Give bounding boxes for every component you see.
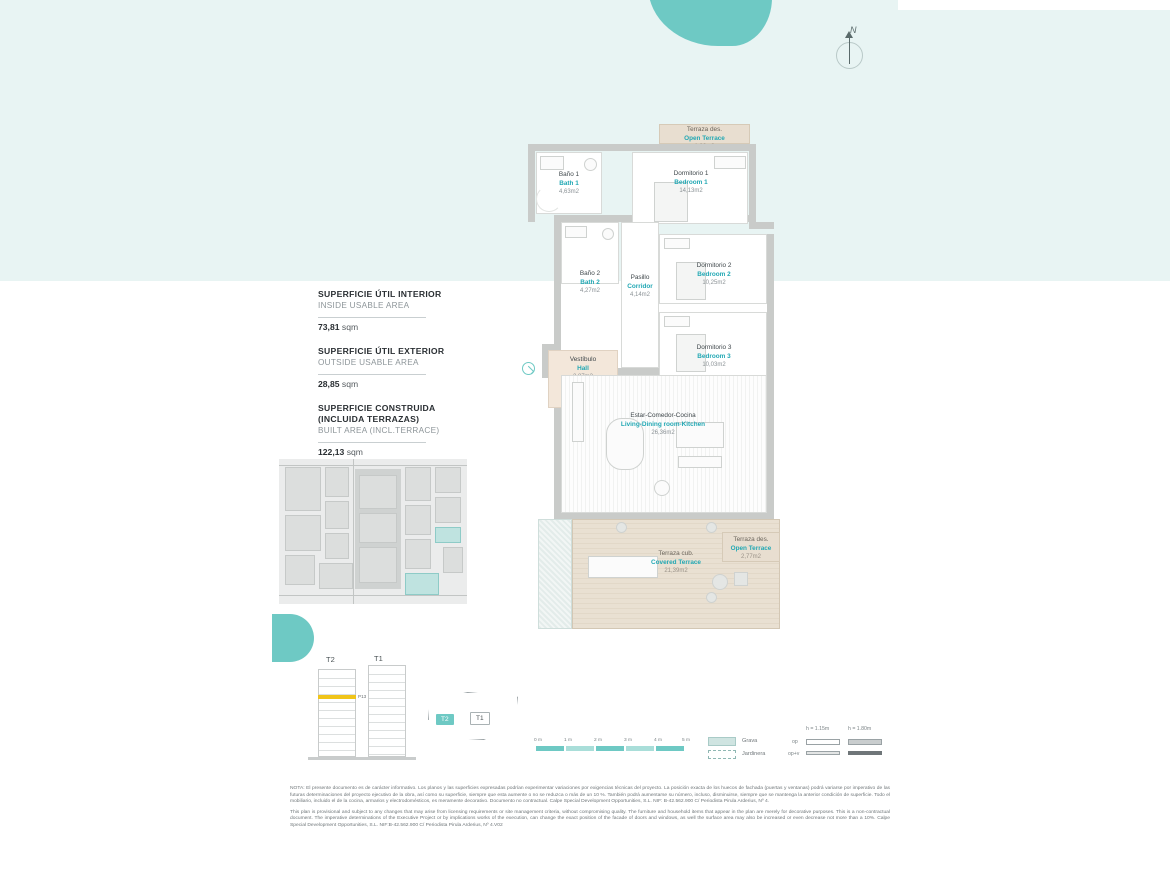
key-plan xyxy=(279,459,467,604)
legend-swatch-gravel xyxy=(708,737,736,746)
furniture-outdoor-stool xyxy=(734,572,748,586)
room-label-es: Terraza des. xyxy=(733,536,769,543)
room-label-en: Bedroom 2 xyxy=(697,270,731,278)
legend-railing-heights xyxy=(788,726,890,760)
room-label-sqm: 4,63m2 xyxy=(558,189,579,195)
room-label-sqm: 14,13m2 xyxy=(679,188,703,194)
room-label-sqm: 4,27m2 xyxy=(579,288,600,294)
scale-bar xyxy=(534,738,694,756)
tower-t1 xyxy=(368,665,406,757)
area-value: 28,85 xyxy=(318,379,340,389)
legend-height-code-1: op xyxy=(792,739,798,745)
area-title-es: SUPERFICIE ÚTIL INTERIOR xyxy=(318,289,442,299)
room-label-en: Hall xyxy=(577,364,589,372)
area-title-en: INSIDE USABLE AREA xyxy=(318,301,410,310)
north-label: N xyxy=(850,25,857,35)
area-title-en: OUTSIDE USABLE AREA xyxy=(318,358,419,367)
room-label-en: Open Terrace xyxy=(730,544,772,552)
room-label-en: Living-Dining room-Kitchen xyxy=(620,420,706,428)
planter-garden-strip xyxy=(538,519,572,629)
tower-highlight-label: P13 xyxy=(358,694,367,699)
entrance-marker-icon xyxy=(522,362,535,375)
area-value-row xyxy=(318,442,426,457)
area-value-row xyxy=(318,317,426,332)
site-chip-t2: T2 xyxy=(436,714,454,725)
footnote-en: This plan is provisional and subject to any changes that may arise from licensing requirements or site management criteria, without compromising quality. The furniture and household items that appear in the plan are merely for decorative purposes. This is a non-contractual document. The imperative determinations of the Executive Project or by implications works of the execution, can change the exact position of the facade of doors and windows, as well the surface area may also be increased or even decrease not more than a 10%. Calpe Special Development Opportunities, S.L. NIF:B-42.562.900 C/ Periodista Pirula Arderius, Nº 4.V02 xyxy=(290,809,890,828)
legend-height-label-1: h = 1.15m xyxy=(806,726,830,732)
room-label-en: Bedroom 1 xyxy=(674,178,708,186)
label-corridor xyxy=(621,274,659,300)
furniture-toilet xyxy=(602,228,614,240)
area-title-en: BUILT AREA (INCL.TERRACE) xyxy=(318,426,440,435)
room-label-en: Bath 2 xyxy=(580,278,600,286)
furniture-tv-unit xyxy=(678,456,722,468)
tower-label-t1: T1 xyxy=(374,654,383,663)
label-covered-terrace xyxy=(626,550,726,576)
label-bedroom-3 xyxy=(674,344,754,370)
room-label-sqm: 21,39m2 xyxy=(664,568,688,574)
room-label-en: Bath 1 xyxy=(559,179,579,187)
label-open-terrace-right xyxy=(722,536,780,562)
tower-diagram xyxy=(300,655,430,765)
scale-tick: 4 m xyxy=(654,738,662,743)
room-label-sqm: 2,77m2 xyxy=(740,554,761,560)
area-summary xyxy=(318,289,478,471)
label-bath-2 xyxy=(561,270,619,296)
furniture-side-table xyxy=(654,480,670,496)
label-bedroom-1 xyxy=(650,170,732,196)
room-label-es: Terraza des. xyxy=(686,126,723,133)
legend-swatch-planter xyxy=(708,750,736,759)
legend-label-gravel: Grava xyxy=(742,738,758,744)
scale-tick: 3 m xyxy=(624,738,632,743)
room-label-es: Dormitorio 2 xyxy=(696,262,732,269)
room-label-es: Pasillo xyxy=(630,274,650,281)
site-shape-diagram xyxy=(428,692,518,740)
room-label-en: Open Terrace xyxy=(684,134,725,142)
legend-height-label-2: h = 1.80m xyxy=(848,726,872,732)
label-bath-1 xyxy=(538,171,600,197)
area-value: 122,13 xyxy=(318,447,345,457)
furniture-wardrobe xyxy=(664,238,690,249)
footnote-es: NOTA: El presente documento es de carácter informativo. Los planos y las superficies expresadas podrían experimentar variaciones por exigencias técnicas del proyecto. La posición exacta de los huecos de fachada (puertas y ventanas) podrá variarse por imperativo de las futuras determinaciones del proyecto ejecutivo de la obra, así como su superficie, siempre que esta aumente o no se reduzca o más de un 10 %. También podrá aumentarse su número, incluso, disminuirse, siempre que se mantenga la anterior condición de superficie. Todo el mobiliario, incluido el de la cocina, armarios y electrodomésticos, es meramente decorativo. Documento no contractual. Calpe Special Development Opportunities, S.L. NIF: B-42.562.900 C/ Periodista Pirula Arderius, Nº 4. xyxy=(290,786,890,805)
floor-plan xyxy=(528,122,786,632)
area-unit: sqm xyxy=(341,322,359,332)
furniture-outdoor-stool xyxy=(712,574,728,590)
area-title-es: SUPERFICIE CONSTRUIDA (INCLUIDA TERRAZAS) xyxy=(318,403,436,424)
furniture-wardrobe xyxy=(714,156,746,169)
room-label-sqm: 10,25m2 xyxy=(702,280,726,286)
room-label-es: Dormitorio 3 xyxy=(696,344,732,351)
room-label-es: Estar-Comedor-Cocina xyxy=(630,412,696,419)
furniture-vanity xyxy=(565,226,587,238)
area-unit: sqm xyxy=(346,447,363,457)
room-label-sqm: 10,03m2 xyxy=(702,362,726,368)
tower-t2 xyxy=(318,669,356,757)
scale-tick: 1 m xyxy=(564,738,572,743)
furniture-vanity xyxy=(540,156,564,170)
room-label-es: Baño 2 xyxy=(579,270,601,277)
area-value: 73,81 xyxy=(318,322,340,332)
scale-tick: 0 m xyxy=(534,738,542,743)
room-label-sqm: 4,14m2 xyxy=(629,292,650,298)
site-chip-t1: T1 xyxy=(470,712,490,725)
tower-highlight-floor xyxy=(318,695,356,699)
room-label-en: Covered Terrace xyxy=(651,558,701,566)
room-label-en: Corridor xyxy=(627,282,653,290)
room-label-es: Terraza cub. xyxy=(658,550,694,557)
north-arrow xyxy=(832,26,868,70)
furniture-kitchen-counter xyxy=(572,382,584,442)
footnote xyxy=(290,786,890,834)
area-value-row xyxy=(318,374,426,389)
background-notch xyxy=(898,0,1170,10)
room-label-es: Vestíbulo xyxy=(569,356,597,363)
furniture-planter xyxy=(706,522,717,533)
furniture-wardrobe xyxy=(664,316,690,327)
furniture-toilet xyxy=(584,158,597,171)
room-label-es: Baño 1 xyxy=(558,171,580,178)
tower-label-t2: T2 xyxy=(326,655,335,664)
area-item-built xyxy=(318,403,478,457)
scale-tick: 5 m xyxy=(682,738,690,743)
scale-tick: 2 m xyxy=(594,738,602,743)
room-label-sqm: 26,36m2 xyxy=(651,430,675,436)
area-item-inside xyxy=(318,289,478,332)
label-living-dining-kitchen xyxy=(588,412,738,438)
tower-ground-line xyxy=(308,757,416,760)
legend-height-code-2: op+v xyxy=(788,751,800,757)
area-unit: sqm xyxy=(341,379,359,389)
room-label-es: Dormitorio 1 xyxy=(673,170,709,177)
room-label-en: Bedroom 3 xyxy=(697,352,731,360)
compass-needle xyxy=(849,34,850,64)
furniture-planter xyxy=(706,592,717,603)
legend-label-planter: Jardinera xyxy=(742,751,766,757)
label-bedroom-2 xyxy=(674,262,754,288)
area-title-es: SUPERFICIE ÚTIL EXTERIOR xyxy=(318,346,445,356)
area-item-outside xyxy=(318,346,478,389)
furniture-planter xyxy=(616,522,627,533)
